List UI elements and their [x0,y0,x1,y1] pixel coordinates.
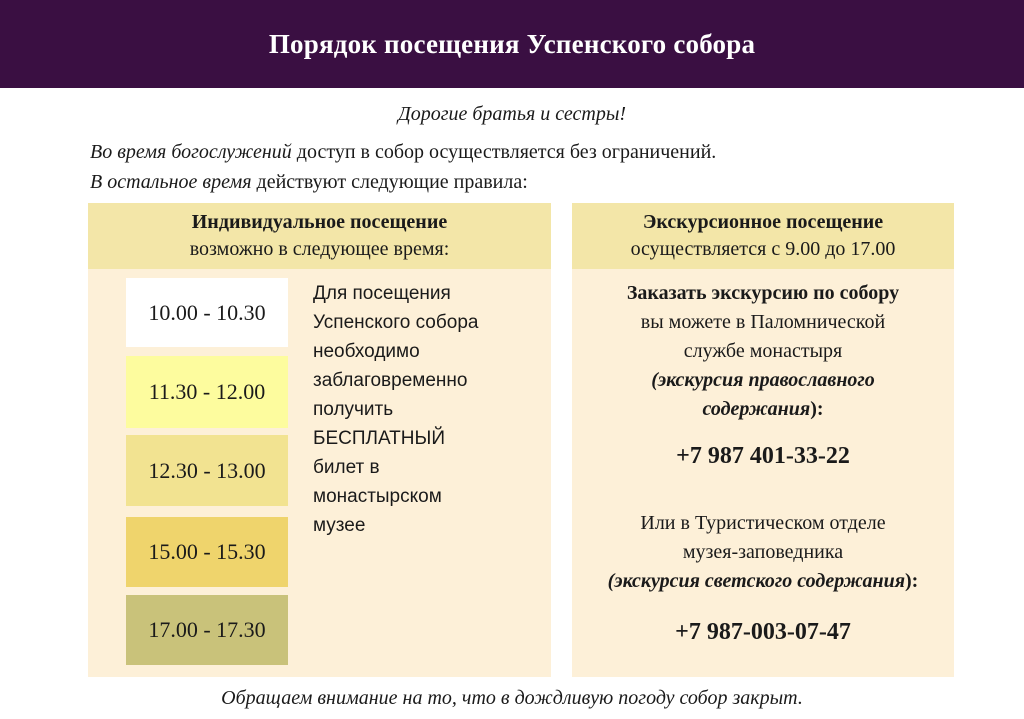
time-slot [126,278,288,347]
time-slot-label: 15.00 - 15.30 [148,539,266,564]
pilgrim-service-phone[interactable]: +7 987 401-33-22 [676,443,850,469]
ticket-note-line: необходимо [313,341,420,362]
ticket-note-line: Успенского собора [313,312,479,333]
individual-visit-header [88,203,551,269]
intro-rest: доступ в собор осуществляется без ограничений. [291,141,717,163]
excursion-visit-subtitle: осуществляется с 9.00 до 17.00 [630,238,896,260]
ticket-note-line: Для посещения [313,283,451,304]
ticket-note-line: билет в [313,457,380,478]
excursion-visit-panel [572,203,954,677]
alt-kind-suffix: ): [905,570,919,592]
intro-lead: В остальное время [90,171,252,193]
order-kind-line: (экскурсия православного [651,369,875,391]
time-slot-label: 11.30 - 12.00 [148,379,266,404]
alt-line: музея-заповедника [682,541,844,563]
alt-line: Или в Туристическом отделе [640,512,886,534]
ticket-note-line: монастырском [313,486,442,507]
order-kind-line2 [572,395,954,424]
ticket-note-line: получить [313,399,394,420]
order-kind-suffix: ): [810,398,824,420]
individual-visit-subtitle: возможно в следующее время: [189,238,450,260]
alt-kind-line [572,567,954,596]
museum-phone[interactable]: +7 987-003-07-47 [675,619,851,645]
page-title: Порядок посещения Успенского собора [268,28,756,59]
time-slot [126,435,288,506]
order-line: вы можете в Паломнической [640,311,886,333]
intro-rest: действуют следующие правила: [251,171,528,193]
time-slot [126,595,288,665]
individual-visit-title: Индивидуальное посещение [191,211,448,233]
greeting: Дорогие братья и сестры! [397,103,627,125]
time-slot-label: 17.00 - 17.30 [148,617,266,642]
alt-kind-text: (экскурсия светского содержания [607,570,906,592]
time-slot [126,356,288,428]
ticket-note-line: заблаговременно [313,370,468,391]
intro-line-services [90,141,716,164]
rain-notice: Обращаем внимание на то, что в дождливую погоду собор закрыт. [221,687,803,709]
excursion-info [572,279,954,647]
individual-visit-panel [88,203,551,677]
ticket-note-line: музее [313,515,366,536]
excursion-visit-title: Экскурсионное посещение [642,211,884,233]
order-title: Заказать экскурсию по собору [626,282,900,304]
ticket-note-line: БЕСПЛАТНЫЙ [313,428,445,449]
ticket-note [313,279,543,540]
excursion-visit-header [572,203,954,269]
page-header [0,0,1024,88]
intro-lead: Во время богослужений [90,141,292,163]
time-slot-label: 10.00 - 10.30 [148,299,266,325]
time-slot-label: 12.30 - 13.00 [148,457,266,483]
order-kind-word: содержания [702,398,811,420]
time-slot [126,517,288,587]
order-line: службе монастыря [683,340,843,362]
intro-line-rules [90,171,528,194]
